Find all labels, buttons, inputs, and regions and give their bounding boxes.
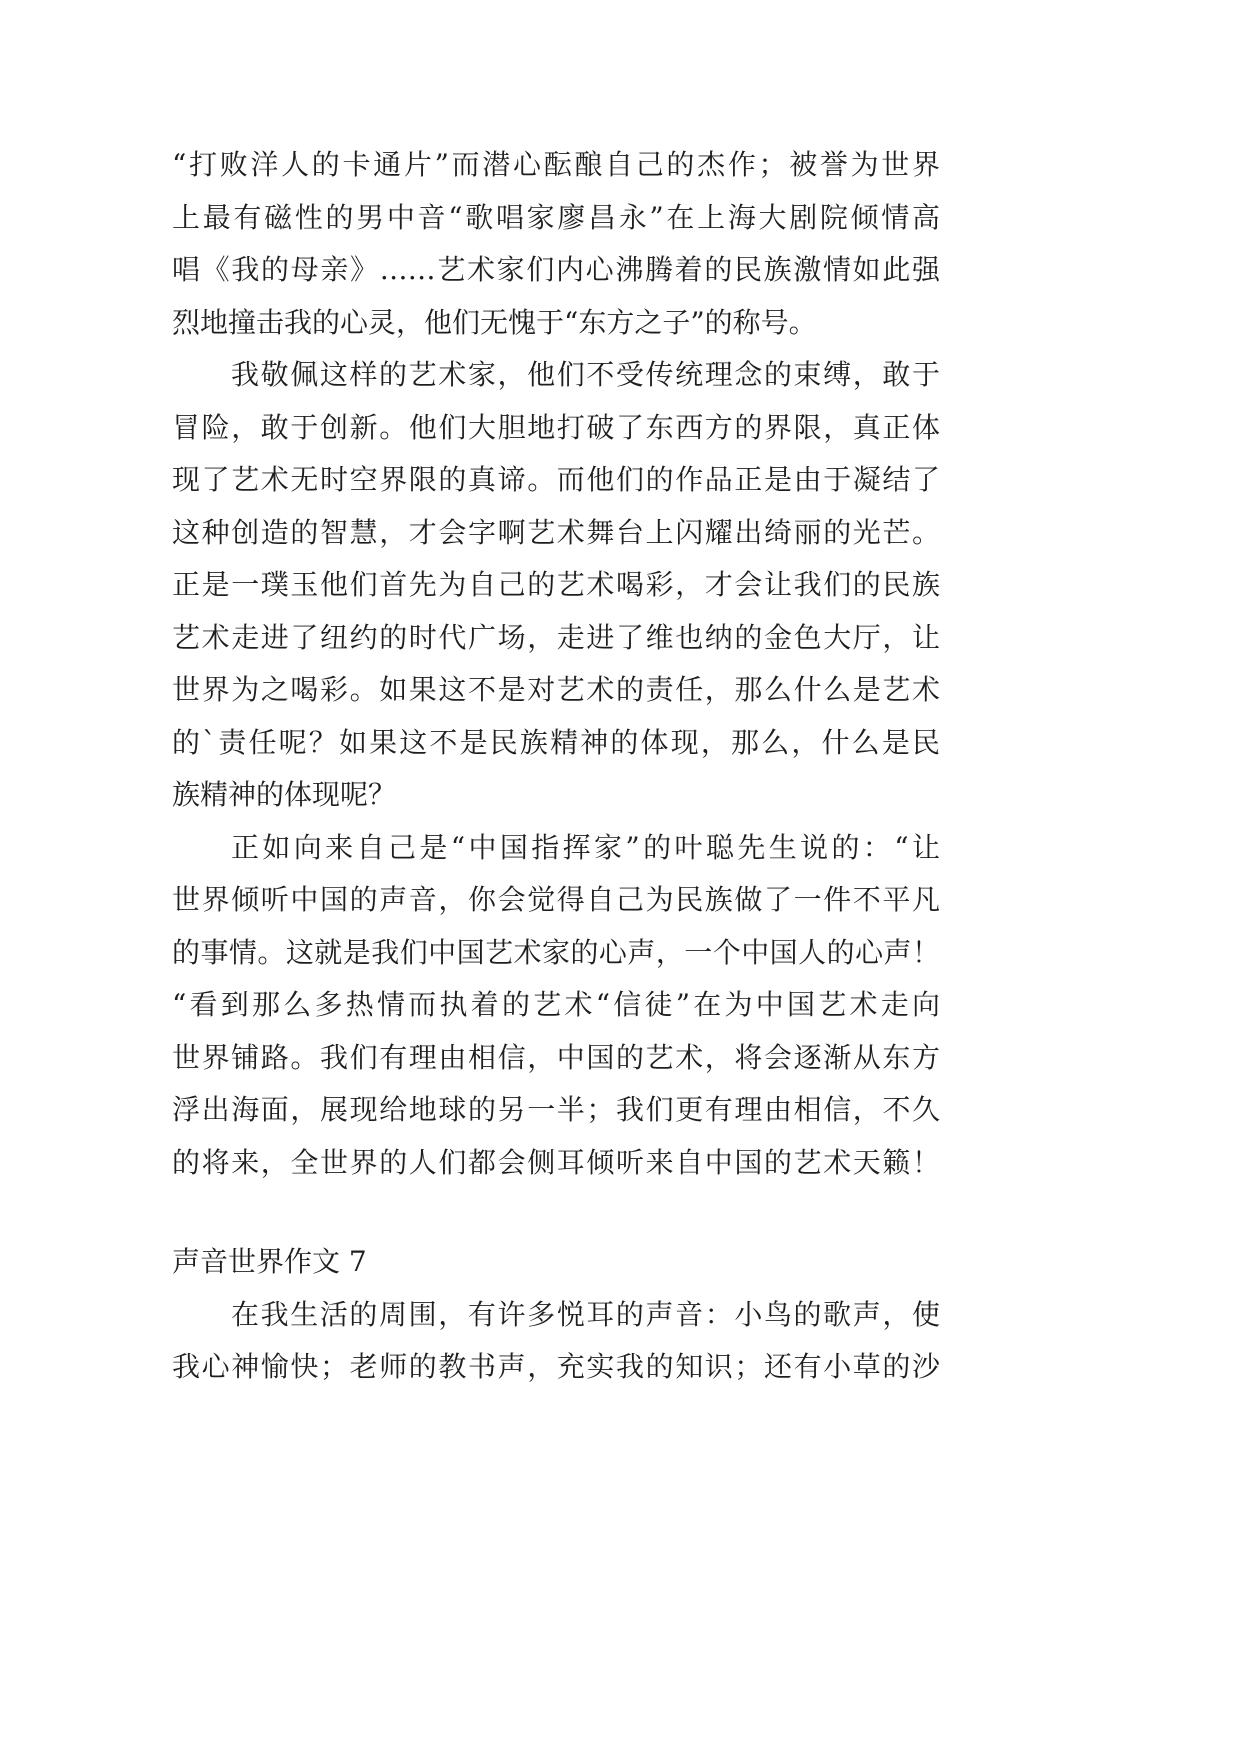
text-line: 正如向来自己是“中国指挥家”的叶聪先生说的：“让 — [231, 830, 940, 864]
text-line: 上最有磁性的男中音“歌唱家廖昌永”在上海大剧院倾情高 — [172, 200, 940, 234]
text-line: 这种创造的智慧，才会字啊艺术舞台上闪耀出绮丽的光芒。 — [172, 515, 940, 549]
text-line: 冒险，敢于创新。他们大胆地打破了东西方的界限，真正体 — [172, 410, 940, 444]
essay-title: 声音世界作文 7 — [172, 1245, 367, 1278]
paragraph — [172, 139, 940, 349]
paragraph — [172, 349, 940, 822]
text-line: 浮出海面，展现给地球的另一半；我们更有理由相信，不久 — [172, 1093, 940, 1126]
text-line: 的将来，全世界的人们都会侧耳倾听来自中国的艺术天籁！ — [172, 1145, 940, 1179]
text-line: 的事情。这就是我们中国艺术家的心声，一个中国人的心声！ — [172, 935, 940, 969]
text-line: 世界铺路。我们有理由相信，中国的艺术，将会逐渐从东方 — [172, 1040, 940, 1074]
text-line: 的`责任呢？如果这不是民族精神的体现，那么，什么是民 — [172, 725, 940, 759]
text-line: 艺术走进了纽约的时代广场，走进了维也纳的金色大厅，让 — [172, 620, 940, 654]
text-line: 我敬佩这样的艺术家，他们不受传统理念的束缚，敢于 — [231, 358, 940, 391]
text-line: 现了艺术无时空界限的真谛。而他们的作品正是由于凝结了 — [172, 463, 940, 496]
text-line: 世界倾听中国的声音，你会觉得自己为民族做了一件不平凡 — [172, 883, 940, 916]
text-line: 烈地撞击我的心灵，他们无愧于“东方之子”的称号。 — [172, 305, 817, 339]
paragraph — [172, 1289, 940, 1394]
document-body — [172, 139, 940, 1394]
text-line: 唱《我的母亲》……艺术家们内心沸腾着的民族激情如此强 — [172, 253, 940, 286]
text-line: 正是一璞玉他们首先为自己的艺术喝彩，才会让我们的民族 — [172, 568, 940, 601]
text-line: “看到那么多热情而执着的艺术“信徒”在为中国艺术走向 — [172, 988, 940, 1021]
text-line: 世界为之喝彩。如果这不是对艺术的责任，那么什么是艺术 — [172, 673, 940, 706]
paragraph — [172, 822, 940, 1190]
text-line: 我心神愉快；老师的教书声，充实我的知识；还有小草的沙 — [172, 1350, 940, 1383]
text-line: 族精神的体现呢？ — [172, 778, 397, 811]
text-line: “打败洋人的卡通片”而潜心酝酿自己的杰作；被誉为世界 — [172, 148, 940, 181]
text-line: 在我生活的周围，有许多悦耳的声音：小鸟的歌声，使 — [231, 1297, 940, 1331]
